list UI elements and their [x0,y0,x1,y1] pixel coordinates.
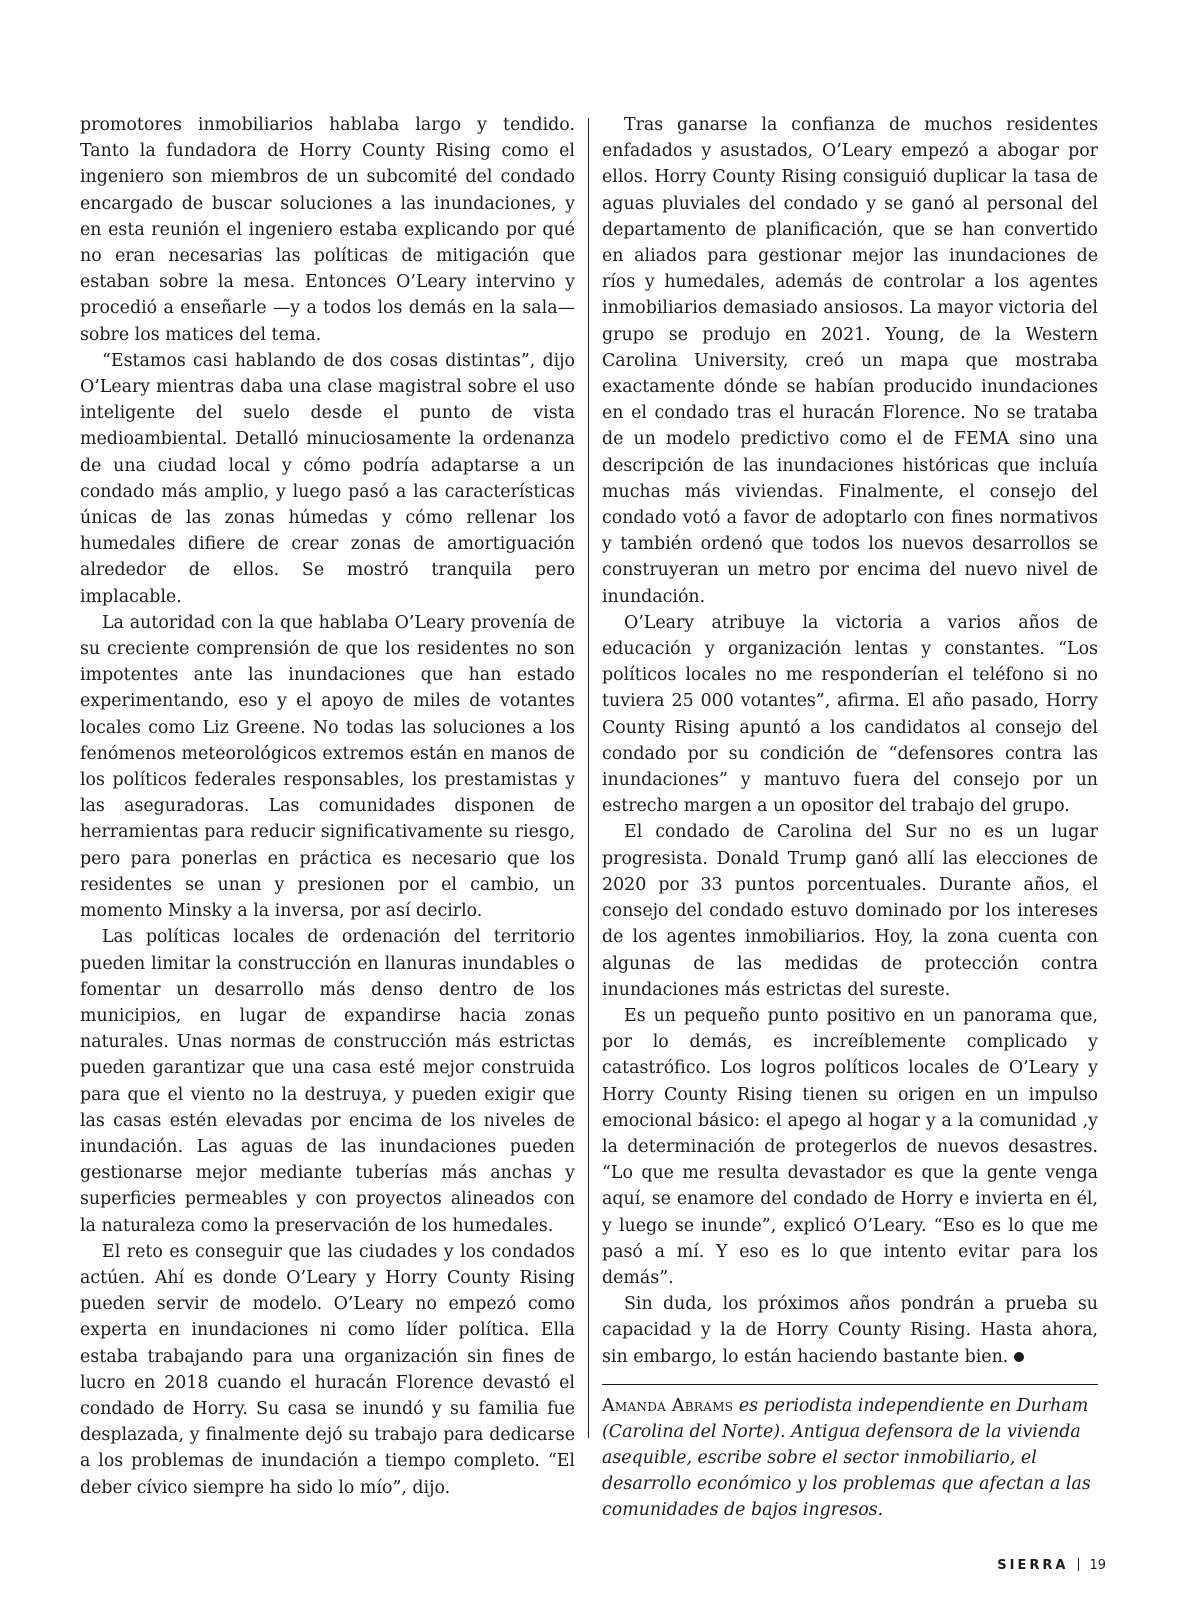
author-bio [602,1393,1098,1523]
paragraph: Tras ganarse la confianza de muchos residentes enfadados y asustados, O’Leary empezó a abogar por ellos. Horry County Rising consiguió duplicar la tasa de aguas pluviales del condado y se ganó al personal del departamento de planificación, que se han convertido en aliados para gestionar mejor las inundaciones de ríos y humedales, además de controlar a los agentes inmobiliarios demasiado ansiosos. La mayor victoria del grupo se produjo en 2021. Young, de la Western Carolina University, creó un mapa que mostraba exactamente dónde se habían producido inundaciones en el condado tras el huracán Florence. No se trataba de un modelo predictivo como el de FEMA sino una descripción de las inundaciones históricas que incluía muchas más viviendas. Finalmente, el consejo del condado votó a favor de adoptarlo con fines normativos y también ordenó que todos los nuevos desarrollos se construyeran un metro por encima del nuevo nivel de inundación. [602,115,1098,607]
magazine-name: SIERRA [997,1558,1069,1573]
bio-divider [602,1384,1098,1385]
paragraph: Es un pequeño punto positivo en un panorama que, por lo demás, es increíblemente complicado y catastrófico. Los logros políticos locales de O’Leary y Horry County Rising tienen su origen en un impulso emocional básico: el apego al hogar y a la comunidad ,y la determinación de protegerlos de nuevos desastres. “Lo que me resulta devastador es que la gente venga aquí, se enamore del condado de Horry e invierta en él, y luego se inunde”, explicó O’Leary. “Eso es lo que me pasó a mí. Y eso es lo que intento evitar para los demás”. [602,1005,1098,1288]
paragraph: Las políticas locales de ordenación del territorio pueden limitar la construcción en llanuras inundables o fomentar un desarrollo más denso dentro de los municipios, en lugar de expandirse hacia zonas naturales. Unas normas de construcción más estrictas pueden garantizar que una casa esté mejor construida para que el viento no la destruya, y pueden exigir que las casas estén elevadas por encima de los niveles de inundación. Las aguas de las inundaciones pueden gestionarse mejor mediante tuberías más anchas y superficies permeables y con proyectos alineados con la naturaleza como la preservación de los humedales. [80,927,575,1236]
paragraph: promotores inmobiliarios hablaba largo y tendido. Tanto la fundadora de Horry County Rising como el ingeniero son miembros de un subcomité del condado encargado de buscar soluciones a las inundaciones, y en esta reunión el ingeniero estaba explicando por qué no eran necesarias las políticas de mitigación que estaban sobre la mesa. Entonces O’Leary intervino y procedió a enseñarle —y a todos los demás en la sala— sobre los matices del tema. [80,115,575,345]
footer-divider [1078,1558,1079,1571]
author-name: Amanda Abrams [602,1395,734,1416]
end-of-article-icon [1014,1352,1024,1362]
paragraph: O’Leary atribuye la victoria a varios años de educación y organización lentas y constantes. “Los políticos locales no me responderían el teléfono si no tuviera 25 000 votantes”, afirma. El año pasado, Horry County Rising apuntó a los candidatos al consejo del condado por su condición de “defensores contra las inundaciones” y mantuvo fuera del consejo por un estrecho margen a un opositor del trabajo del grupo. [602,612,1098,817]
author-bio-text: es periodista independiente en Durham (Carolina del Norte). Antigua defensora de la vivienda asequible, escribe sobre el sector inmobiliario, el desarrollo económico y los problemas que afectan a las comunidades de bajos ingresos. [602,1395,1091,1520]
paragraph: La autoridad con la que hablaba O’Leary provenía de su creciente comprensión de que los residentes no son impotentes ante las inundaciones que han estado experimentando, eso y el apoyo de miles de votantes locales como Liz Greene. No todas las soluciones a los fenómenos meteorológicos extremos están en manos de los políticos federales responsables, los prestamistas y las aseguradoras. Las comunidades disponen de herramientas para reducir significativamente su riesgo, pero para ponerlas en práctica es necesario que los residentes se unan y presionen por el cambio, un momento Minsky a la inversa, por así decirlo. [80,612,575,922]
paragraph: El reto es conseguir que las ciudades y los condados actúen. Ahí es donde O’Leary y Horry County Rising pueden servir de modelo. O’Leary no empezó como experta en inundaciones ni como líder política. Ella estaba trabajando para una organización sin fines de lucro en 2018 cuando el huracán Florence devastó el condado de Horry. Su casa se inundó y su familia fue desplazada, y finalmente dejó su trabajo para dedicarse a los problemas de inundación a tiempo completo. “El deber cívico siempre ha sido lo mío”, dijo. [80,1241,575,1498]
article-right-column [602,112,1098,1523]
article-left-column [80,112,575,1501]
paragraph: El condado de Carolina del Sur no es un lugar progresista. Donald Trump ganó allí las elecciones de 2020 por 33 puntos porcentuales. Durante años, el consejo del condado estuvo dominado por los intereses de los agentes inmobiliarios. Hoy, la zona cuenta con algunas de las medidas de protección contra inundaciones más estrictas del sureste. [602,822,1098,1000]
paragraph: “Estamos casi hablando de dos cosas distintas”, dijo O’Leary mientras daba una clase magistral sobre el uso inteligente del suelo desde el punto de vista medioambiental. Detalló minuciosamente la ordenanza de una ciudad local y cómo podría adaptarse a un condado más amplio, y luego pasó a las características únicas de las zonas húmedas y cómo rellenar los humedales difiere de crear zonas de amortiguación alrededor de ellos. Se mostró tranquila pero implacable. [80,350,575,607]
column-divider [588,118,589,1438]
page-footer [997,1558,1106,1573]
page-number: 19 [1089,1558,1106,1573]
last-paragraph [602,1291,1098,1370]
paragraph-text: Sin duda, los próximos años pondrán a prueba su capacidad y la de Horry County Rising. Hasta ahora, sin embargo, lo están haciendo bastante bien. [602,1294,1098,1367]
